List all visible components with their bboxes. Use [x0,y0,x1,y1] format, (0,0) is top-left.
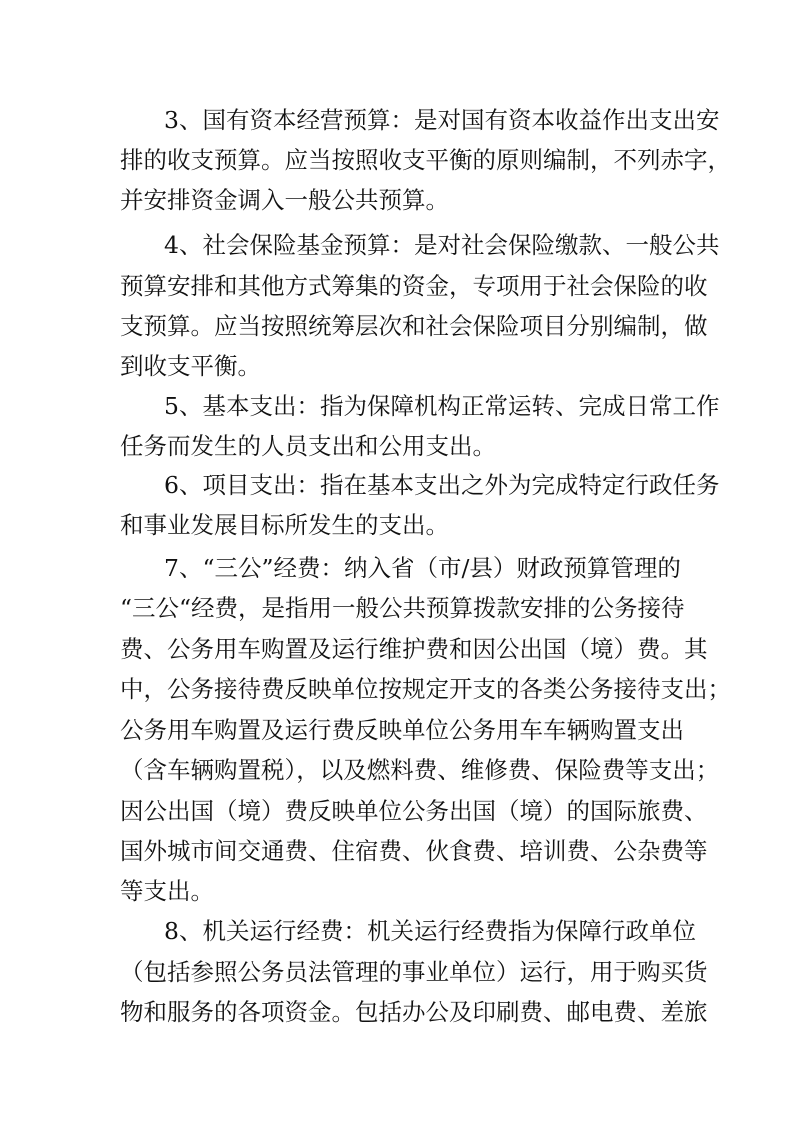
paragraph-7-line-5: 公务用车购置及运行费反映单位公务用车车辆购置支出 [120,716,684,744]
paragraph-5-line-1: 5、基本支出：指为保障机构正常运转、完成日常工作 [164,392,720,420]
paragraph-7-line-9: 等支出。 [120,877,214,905]
paragraph-3-line-1: 3、国有资本经营预算：是对国有资本收益作出支出安 [164,106,720,134]
paragraph-4-line-3: 支预算。应当按照统筹层次和社会保险项目分别编制，做 [120,312,708,340]
paragraph-3-line-2: 排的收支预算。应当按照收支平衡的原则编制，不列赤字， [120,146,731,174]
paragraph-7-line-1: 7、“三公”经费：纳入省（市/县）财政预算管理的 [164,554,681,582]
paragraph-6-line-2: 和事业发展目标所发生的支出。 [120,511,449,539]
paragraph-7-line-6: （含车辆购置税），以及燃料费、维修费、保险费等支出； [120,756,720,784]
paragraph-5-line-2: 任务而发生的人员支出和公用支出。 [120,432,496,460]
paragraph-4-line-4: 到收支平衡。 [120,352,261,380]
paragraph-6-line-1: 6、项目支出：指在基本支出之外为完成特定行政任务 [164,471,720,499]
paragraph-7-line-3: 费、公务用车购置及运行维护费和因公出国（境）费。其 [120,635,708,663]
paragraph-7-line-8: 国外城市间交通费、住宿费、伙食费、培训费、公杂费等 [120,837,708,865]
paragraph-7-line-4: 中，公务接待费反映单位按规定开支的各类公务接待支出； [120,675,731,703]
paragraph-7-line-7: 因公出国（境）费反映单位公务出国（境）的国际旅费、 [120,797,708,825]
paragraph-8-line-2: （包括参照公务员法管理的事业单位）运行，用于购买货 [120,958,708,986]
paragraph-4-line-1: 4、社会保险基金预算：是对社会保险缴款、一般公共 [164,231,720,259]
paragraph-8-line-3: 物和服务的各项资金。包括办公及印刷费、邮电费、差旅 [120,998,708,1026]
paragraph-7-line-2: “三公“经费，是指用一般公共预算拨款安排的公务接待 [120,594,685,622]
paragraph-8-line-1: 8、机关运行经费：机关运行经费指为保障行政单位 [164,917,696,945]
paragraph-4-line-2: 预算安排和其他方式筹集的资金，专项用于社会保险的收 [120,272,708,300]
paragraph-3-line-3: 并安排资金调入一般公共预算。 [120,186,449,214]
